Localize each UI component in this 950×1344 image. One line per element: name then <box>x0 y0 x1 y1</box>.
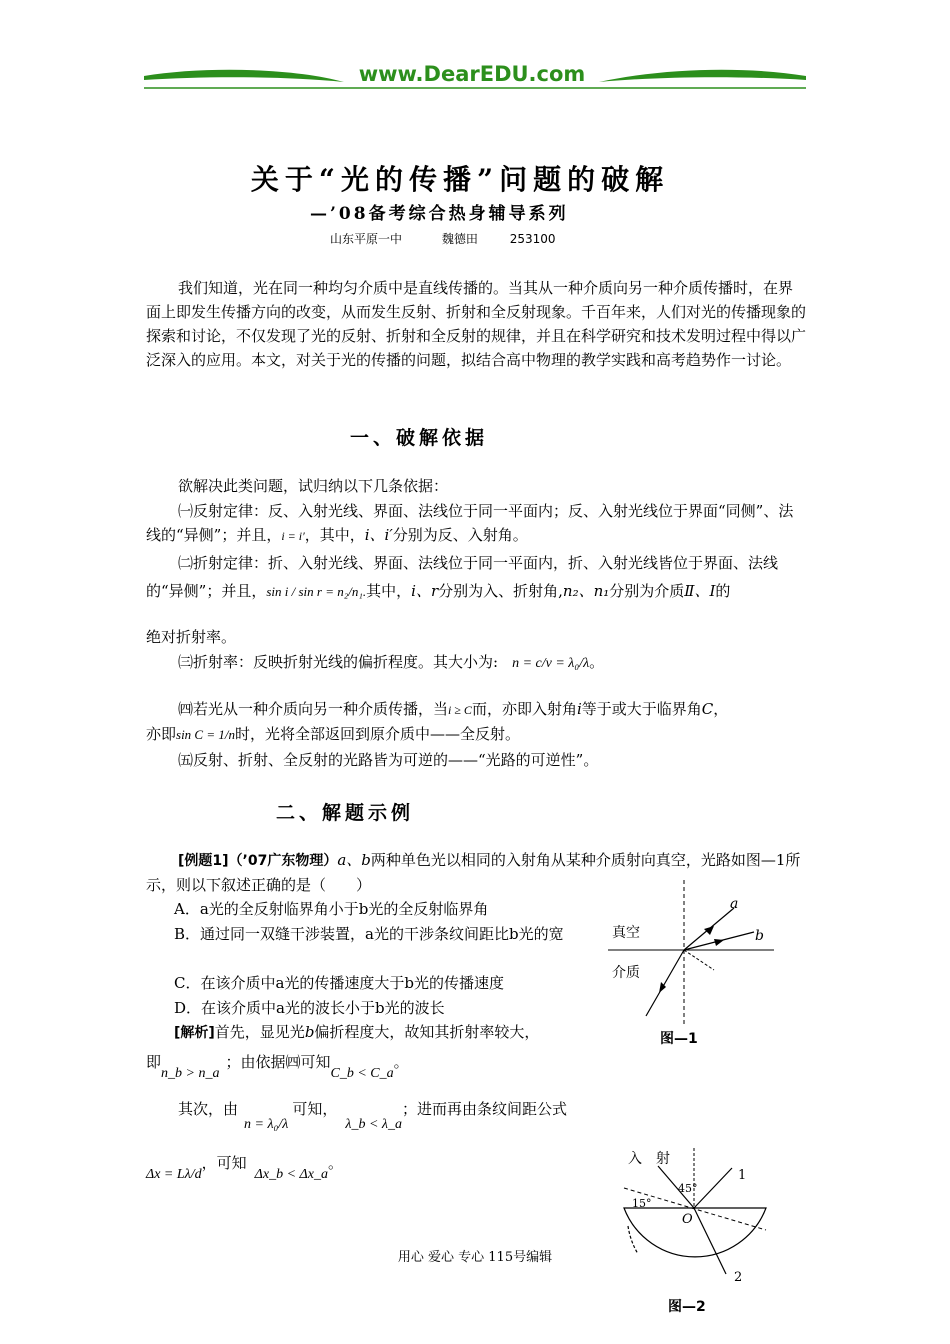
page-footer: 用心 爱心 专心 115号编辑 <box>397 1250 553 1265</box>
header-banner <box>144 62 806 94</box>
figure1-diagram <box>606 876 786 1046</box>
fig2-ray-1 <box>694 1168 732 1208</box>
fig2-label-incident: 入 射 <box>628 1151 670 1167</box>
page-title: 关于“光的传播”问题的破解 <box>250 163 670 196</box>
formula-snell: sin i / sin r = n₂/n₁. <box>266 584 367 599</box>
example1-stem: [例题1]（’07广东物理）a、b两种单色光以相同的入射角从某种介质射向真空，光路如图—1所示，则以下叙述正确的是（ ） <box>146 851 801 894</box>
solution-line3: 其次，由n = λ₀/λ可知，λ_b < λ_a；进而再由条纹间距公式 <box>178 1100 567 1132</box>
fig2-caption: 图—2 <box>668 1299 706 1315</box>
left-swoosh <box>144 70 344 82</box>
formula-cb-ca: C_b < C_a <box>330 1066 394 1081</box>
solution-line1: [解析]首先，显见光b偏折程度大，故知其折射率较大， <box>174 1023 540 1041</box>
formula-nb-na: n_b > n_a <box>161 1066 220 1081</box>
section1-lead: 欲解决此类问题，试归纳以下几条依据： <box>178 477 449 495</box>
fig1-incident-ray <box>646 950 684 1016</box>
rule-total-reflection: ㈣若光从一种介质向另一种介质传播，当i ≥ C而，亦即入射角i等于或大于临界角C， <box>178 700 729 718</box>
fig1-label-medium: 介质 <box>612 965 640 981</box>
page-subtitle: —’08备考综合热身辅导系列 <box>310 204 569 224</box>
fig2-label-45: 45° <box>678 1182 698 1195</box>
formula-fringe: Δx = Lλ/d <box>146 1167 202 1182</box>
option-b: B．通过同一双缝干涉装置，a光的干涉条纹间距比b光的宽 <box>174 925 564 943</box>
formula-critical-2: sin C = 1/n <box>176 727 235 742</box>
formula-wavelength-index: n = λ₀/λ <box>244 1117 289 1132</box>
fig1-label-a: a <box>730 896 739 912</box>
rule-reversibility: ㈤反射、折射、全反射的光路皆为可逆的——“光路的可逆性”。 <box>178 751 599 769</box>
author-line <box>330 230 556 247</box>
author-zip: 253100 <box>509 232 556 246</box>
option-a: A．a光的全反射临界角小于b光的全反射临界角 <box>174 900 489 918</box>
fig1-label-b: b <box>755 928 764 944</box>
solution-line4: Δx = Lλ/d，可知Δx_b < Δx_a。 <box>146 1154 343 1182</box>
rule-total-reflection-2: 亦即sin C = 1/n时，光将全部返回到原介质中——全反射。 <box>146 725 521 743</box>
option-d: D．在该介质中a光的波长小于b光的波长 <box>174 999 445 1017</box>
rule-reflection: ㈠反射定律：反、入射光线、界面、法线位于同一平面内；反、入射光线位于界面“同侧”、法线的“异侧”；并且，i = i′，其中，i、i′分别为反、入射角。 <box>146 502 794 544</box>
formula-reflection: i = i′ <box>281 529 305 543</box>
author-name: 魏德田 <box>441 232 478 246</box>
formula-fringe-compare: Δx_b < Δx_a <box>254 1167 328 1182</box>
fig2-label-2: 2 <box>734 1270 743 1285</box>
rule-refraction-end: 绝对折射率。 <box>146 628 237 646</box>
right-swoosh <box>599 70 806 82</box>
formula-critical-1: i ≥ C <box>448 703 472 717</box>
fig1-caption: 图—1 <box>660 1031 698 1047</box>
author-school: 山东平原一中 <box>330 232 403 246</box>
fig1-ray-b-arrow <box>714 939 724 946</box>
fig2-label-15: 15° <box>632 1197 652 1210</box>
figure2-diagram <box>614 1148 774 1298</box>
fig1-ray-a-arrow <box>704 926 714 935</box>
rule-refraction: ㈡折射定律：折、入射光线、界面、法线位于同一平面内，折、入射光线皆位于界面、法线的“异侧”；并且，sin i / sin r = n₂/n₁.其中，i、r分别为入、折射角,n₂、n₁分别为介质Ⅱ、Ⅰ的 <box>146 554 779 600</box>
option-c: C．在该介质中a光的传播速度大于b光的传播速度 <box>174 974 505 992</box>
solution-line2: 即n_b > n_a；由依据㈣可知C_b < C_a。 <box>146 1053 409 1081</box>
solution-tag: [解析] <box>174 1025 215 1041</box>
site-logo-text: www.DearEDU.com <box>358 62 586 86</box>
section1-heading: 一、破解依据 <box>350 427 489 449</box>
example1-tag: [例题1]（’07广东物理） <box>178 853 338 869</box>
intro-paragraph: 我们知道，光在同一种均匀介质中是直线传播的。当其从一种介质向另一种介质传播时，在界面上即发生传播方向的改变，从而发生反射、折射和全反射现象。千百年来，人们对光的传播现象的探索和讨论，不仅发现了光的反射、折射和全反射的规律，并且在科学研究和技术发明过程中得以广泛深入的应用。本文，对关于光的传播的问题，拟结合高中物理的教学实践和高考趋势作一讨论。 <box>146 279 807 369</box>
section2-heading: 二、解题示例 <box>276 802 415 824</box>
rule-index: ㈢折射率：反映折射光线的偏折程度。其大小为: n = c/v = λ₀/λ。 <box>178 653 605 671</box>
formula-lambda-compare: λ_b < λ_a <box>345 1117 402 1132</box>
formula-index: n = c/v = λ₀/λ <box>512 656 590 671</box>
fig2-label-1: 1 <box>738 1168 747 1183</box>
fig2-label-O: O <box>682 1212 693 1227</box>
fig1-reflect-ray <box>684 950 714 970</box>
fig1-label-vacuum: 真空 <box>612 925 640 941</box>
